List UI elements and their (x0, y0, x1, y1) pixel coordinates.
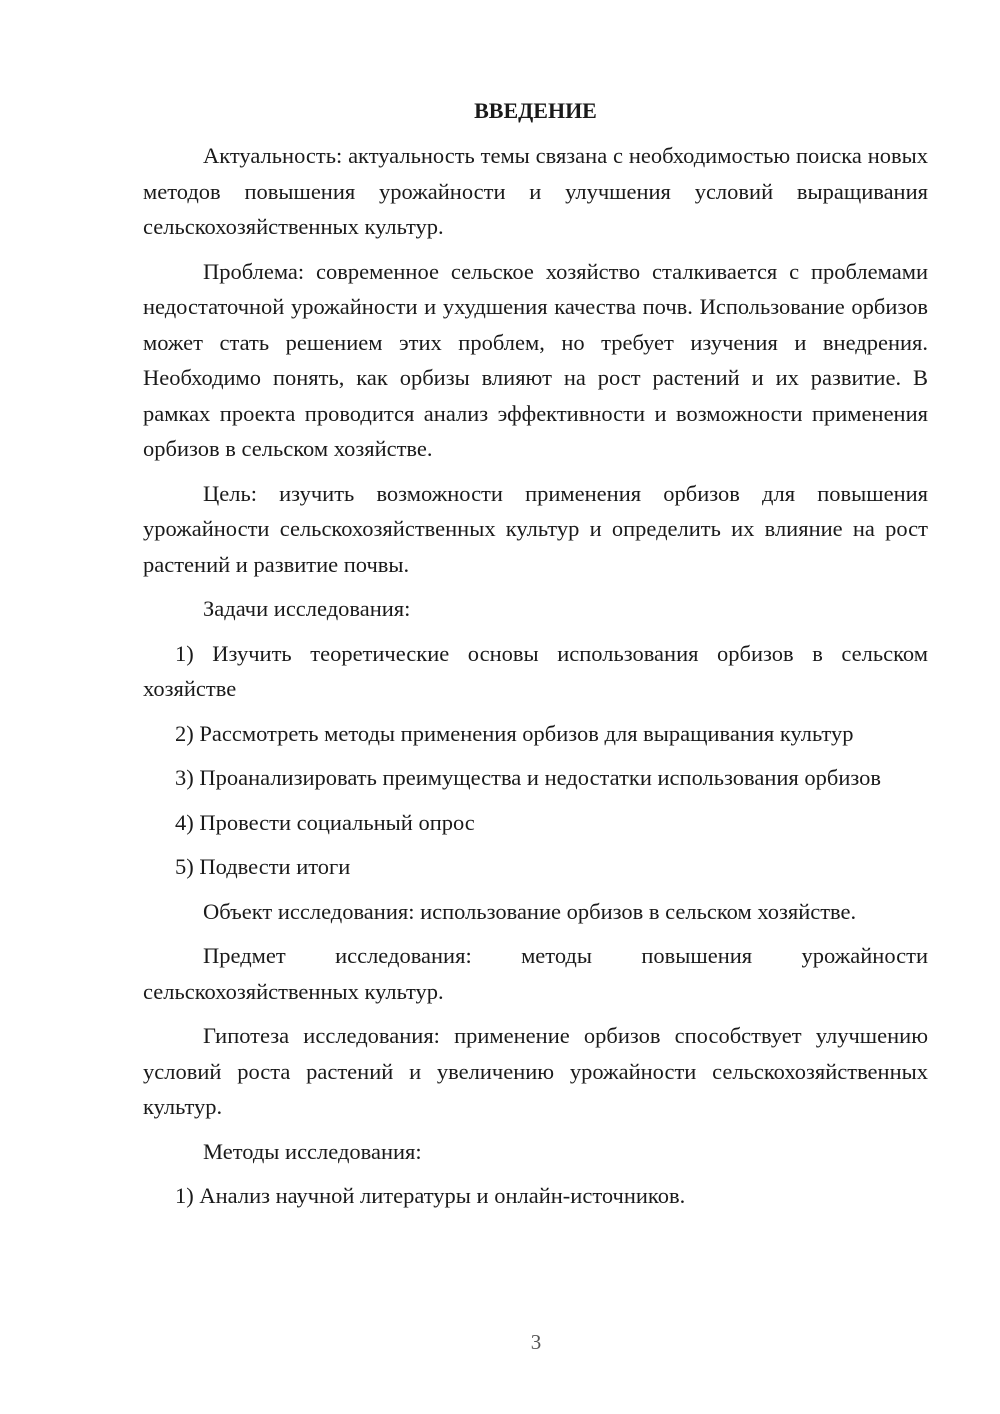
hypothesis-paragraph: Гипотеза исследования: применение орбизов способствует улучшению условий роста растений и увеличению урожайности сельскохозяйственных культур. (143, 1023, 928, 1119)
task-item: 3) Проанализировать преимущества и недостатки использования орбизов (175, 765, 882, 790)
object-paragraph: Объект исследования: использование орбизов в сельском хозяйстве. (203, 898, 857, 924)
relevance-paragraph: Актуальность: актуальность темы связана с необходимостью поиска новых методов повышения урожайности и улучшения условий выращивания сельскохозяйственных культур. (143, 143, 928, 239)
problem-paragraph: Проблема: современное сельское хозяйство сталкивается с проблемами недостаточной урожайности и ухудшения качества почв. Использование орбизов может стать решением этих проблем, но требует изучения и внедрения. Необходимо понять, как орбизы влияют на рост растений и их развитие. В рамках проекта проводится анализ эффективности и возможности применения орбизов в сельском хозяйстве. (143, 258, 928, 461)
page-number: 3 (530, 1330, 542, 1354)
task-item: 5) Подвести итоги (175, 854, 351, 879)
task-item: 4) Провести социальный опрос (175, 809, 475, 835)
page-title: ВВЕДЕНИЕ (474, 98, 597, 123)
methods-heading: Методы исследования: (203, 1138, 422, 1164)
tasks-heading: Задачи исследования: (203, 596, 411, 621)
task-item: 1) Изучить теоретические основы использования орбизов в сельском хозяйстве (143, 640, 928, 701)
method-item: 1) Анализ научной литературы и онлайн-источников. (175, 1183, 686, 1208)
subject-paragraph: Предмет исследования: методы повышения урожайности сельскохозяйственных культур. (143, 943, 928, 1004)
goal-paragraph: Цель: изучить возможности применения орбизов для повышения урожайности сельскохозяйственных культур и определить их влияние на рост растений и развитие почвы. (143, 480, 928, 577)
document-page (143, 93, 928, 1223)
task-item: 2) Рассмотреть методы применения орбизов для выращивания культур (175, 720, 854, 746)
